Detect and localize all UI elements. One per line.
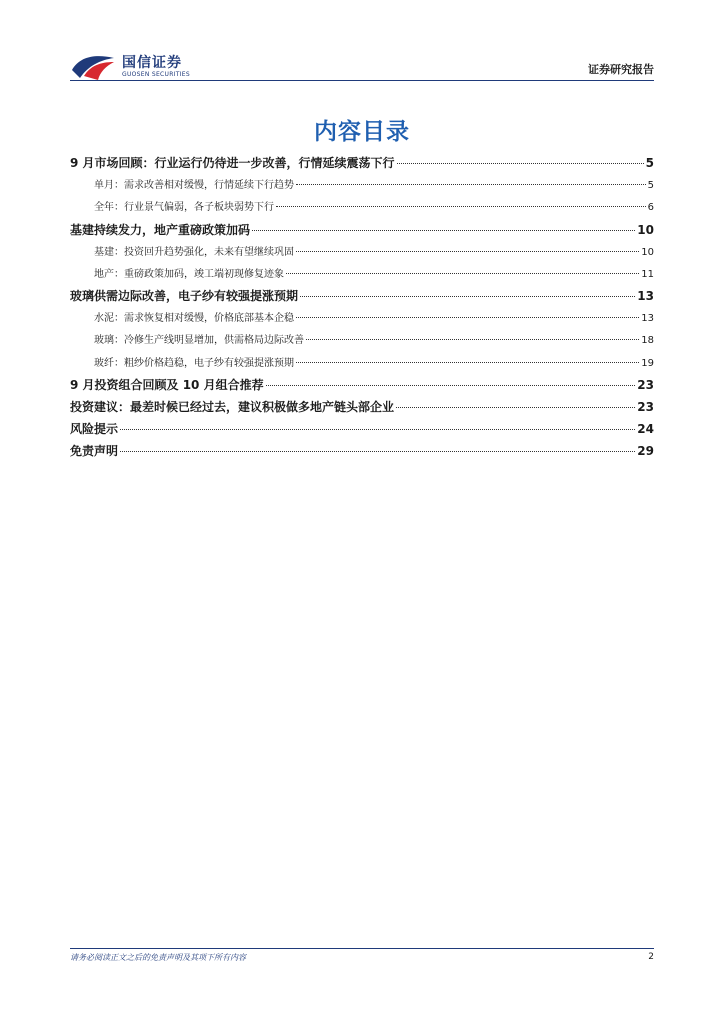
toc-dot-leader (276, 206, 646, 207)
toc-entry-subsection[interactable] (70, 331, 654, 353)
toc-entry-section[interactable] (70, 442, 654, 464)
toc-dot-leader (396, 407, 635, 408)
toc-entry-subsection[interactable] (70, 265, 654, 287)
toc-entry-label: 风险提示 (70, 422, 119, 437)
toc-entry-label: 9 月市场回顾：行业运行仍待进一步改善，行情延续震荡下行 (70, 156, 395, 170)
toc-entry-subsection[interactable] (70, 354, 654, 376)
toc-entry-page: 10 (637, 222, 654, 237)
brand-name-en: GUOSEN SECURITIES (122, 71, 191, 78)
toc-entry-section[interactable] (70, 420, 654, 442)
toc-dot-leader (296, 251, 639, 252)
toc-entry-section[interactable] (70, 221, 654, 243)
toc-entry-label: 基建持续发力，地产重磅政策加码 (70, 222, 251, 237)
toc-dot-leader (300, 296, 635, 297)
toc-dot-leader (266, 385, 636, 386)
toc-entry-label: 水泥：需求恢复相对缓慢，价格底部基本企稳 (94, 313, 294, 325)
footer-disclaimer: 请务必阅读正文之后的免责声明及其项下所有内容 (70, 953, 246, 962)
toc-entry-subsection[interactable] (70, 198, 654, 220)
toc-entry-page: 5 (647, 180, 654, 191)
toc-entry-label: 免责声明 (70, 444, 119, 459)
toc-entry-label: 9 月投资组合回顾及 10 月组合推荐 (70, 378, 264, 393)
toc-entry-page: 19 (641, 357, 654, 369)
footer-divider (70, 948, 654, 949)
header-divider (70, 80, 654, 81)
toc-entry-page: 10 (641, 246, 654, 258)
toc-entry-subsection[interactable] (70, 243, 654, 265)
toc-dot-leader (286, 273, 639, 274)
toc-entry-page: 11 (641, 268, 654, 280)
toc-entry-label: 基建：投资回升趋势强化，未来有望继续巩固 (94, 246, 294, 258)
toc-entry-page: 13 (637, 289, 654, 304)
page-number: 2 (648, 952, 654, 962)
toc-entry-label: 玻璃：冷修生产线明显增加，供需格局边际改善 (94, 335, 304, 347)
toc-dot-leader (252, 230, 635, 231)
toc-entry-section[interactable] (70, 287, 654, 309)
toc-entry-page: 18 (641, 335, 654, 347)
toc-entry-label: 投资建议：最差时候已经过去，建议积极做多地产链头部企业 (70, 400, 395, 415)
toc-entry-label: 单月：需求改善相对缓慢，行情延续下行趋势 (94, 180, 294, 191)
toc-dot-leader (296, 362, 639, 363)
toc-dot-leader (296, 184, 646, 185)
report-type-label: 证券研究报告 (588, 63, 654, 76)
brand-name-cn: 国信证券 (122, 55, 182, 71)
toc-entry-section[interactable] (70, 376, 654, 398)
toc-entry-label: 玻纤：粗纱价格趋稳，电子纱有较强提涨预期 (94, 357, 294, 369)
toc-entry-page: 23 (637, 400, 654, 415)
table-of-contents (70, 154, 654, 464)
toc-dot-leader (120, 451, 635, 452)
toc-title: 内容目录 (314, 119, 410, 145)
brand-logo (70, 52, 190, 82)
toc-entry-page: 29 (637, 444, 654, 459)
toc-dot-leader (120, 429, 635, 430)
toc-entry-subsection[interactable] (70, 176, 654, 198)
toc-dot-leader (306, 339, 639, 340)
toc-dot-leader (296, 317, 639, 318)
toc-entry-page: 5 (645, 156, 654, 170)
toc-entry-section[interactable] (70, 398, 654, 420)
guosen-logo-icon (70, 52, 116, 82)
toc-entry-label: 地产：重磅政策加码，竣工端初现修复迹象 (94, 268, 284, 280)
toc-entry-label: 玻璃供需边际改善，电子纱有较强提涨预期 (70, 289, 299, 304)
toc-entry-page: 6 (647, 202, 654, 214)
toc-entry-page: 13 (641, 313, 654, 325)
toc-entry-subsection[interactable] (70, 309, 654, 331)
toc-entry-page: 23 (637, 378, 654, 393)
toc-dot-leader (397, 163, 644, 164)
toc-entry-section[interactable] (70, 154, 654, 176)
toc-entry-page: 24 (637, 422, 654, 437)
toc-entry-label: 全年：行业景气偏弱，各子板块弱势下行 (94, 202, 274, 214)
